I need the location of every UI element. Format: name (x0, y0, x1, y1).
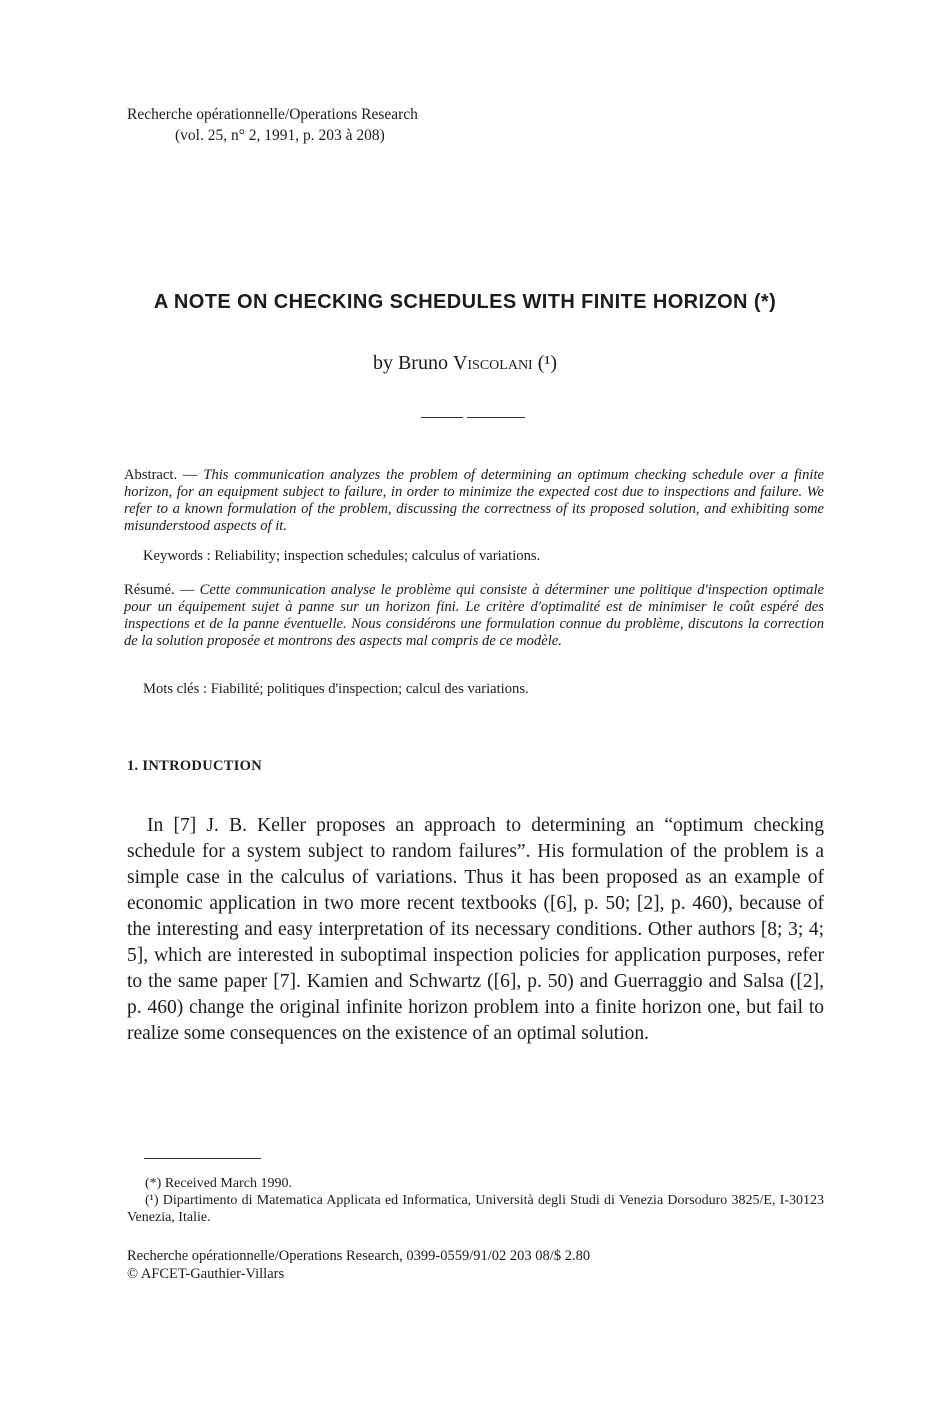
title-divider-left (421, 417, 463, 418)
resume (124, 582, 824, 650)
footnote-rule (144, 1158, 261, 1159)
byline (0, 352, 930, 375)
publisher-info (127, 1247, 590, 1283)
publisher-journal-line: Recherche opérationnelle/Operations Research, 0399-0559/91/02 203 08/$ 2.80 (127, 1248, 591, 1264)
mots-cles: Mots clés : Fiabilité; politiques d'inspection; calcul des variations. (143, 681, 529, 697)
title-divider-right (467, 417, 525, 418)
author-surname: Viscolani (452, 352, 533, 374)
resume-label: Résumé. — (124, 582, 195, 598)
copyright-line: © AFCET-Gauthier-Villars (127, 1266, 285, 1282)
author-footnote-mark: (¹) (537, 352, 558, 374)
resume-text: Cette communication analyse le problème qui consiste à déterminer une politique d'inspection optimale pour un équipement sujet à panne sur un horizon fini. Le critère d'optimalité est de minimiser le coût espéré des inspections et de la panne éventuelle. Nous considérons une formulation connue du problème, discutons la correction de la solution proposée et montrons des aspects mal compris de ce modèle. (124, 582, 824, 649)
abstract (124, 467, 824, 535)
section-heading: 1. INTRODUCTION (127, 758, 263, 774)
journal-name: Recherche opérationnelle/Operations Research (127, 106, 418, 123)
intro-paragraph-text: In [7] J. B. Keller proposes an approach to determining an “optimum checking schedule for a system subject to random failures”. His formulation of the problem is a simple case in the calculus of variations. Thus it has been proposed as an example of economic application in two more recent textbooks ([6], p. 50; [2], p. 460), because of the interesting and easy interpretation of its necessary conditions. Other authors [8; 3; 4; 5], which are interested in suboptimal inspection policies for application purposes, refer to the same paper [7]. Kamien and Schwartz ([6], p. 50) and Guerraggio and Salsa ([2], p. 460) change the original infinite horizon problem into a finite horizon one, but fail to realize some consequences on the existence of an optimal solution. (127, 815, 824, 1044)
keywords: Keywords : Reliability; inspection schedules; calculus of variations. (143, 548, 541, 564)
abstract-text: This communication analyzes the problem of determining an optimum checking schedule over a finite horizon, for an equipment subject to failure, in order to minimize the expected cost due to inspections and failure. We refer to a known formulation of the problem, discussing the correctness of its proposed solution, and exhibiting some misunderstood aspects of it. (124, 467, 824, 534)
journal-header (127, 104, 418, 146)
footnotes (127, 1175, 824, 1226)
paper-title: A NOTE ON CHECKING SCHEDULES WITH FINITE HORIZON (*) (153, 291, 777, 313)
byline-prefix: by Bruno (372, 352, 448, 374)
abstract-label: Abstract. — (124, 467, 198, 483)
footnote-affiliation: (¹) Dipartimento di Matematica Applicata ed Informatica, Università degli Studi di Venezia Dorsoduro 3825/E, I-30123 Venezia, Italie. (127, 1193, 824, 1225)
journal-volume: (vol. 25, n° 2, 1991, p. 203 à 208) (175, 127, 385, 144)
footnote-received: (*) Received March 1990. (145, 1176, 292, 1191)
intro-paragraph (127, 813, 824, 1047)
